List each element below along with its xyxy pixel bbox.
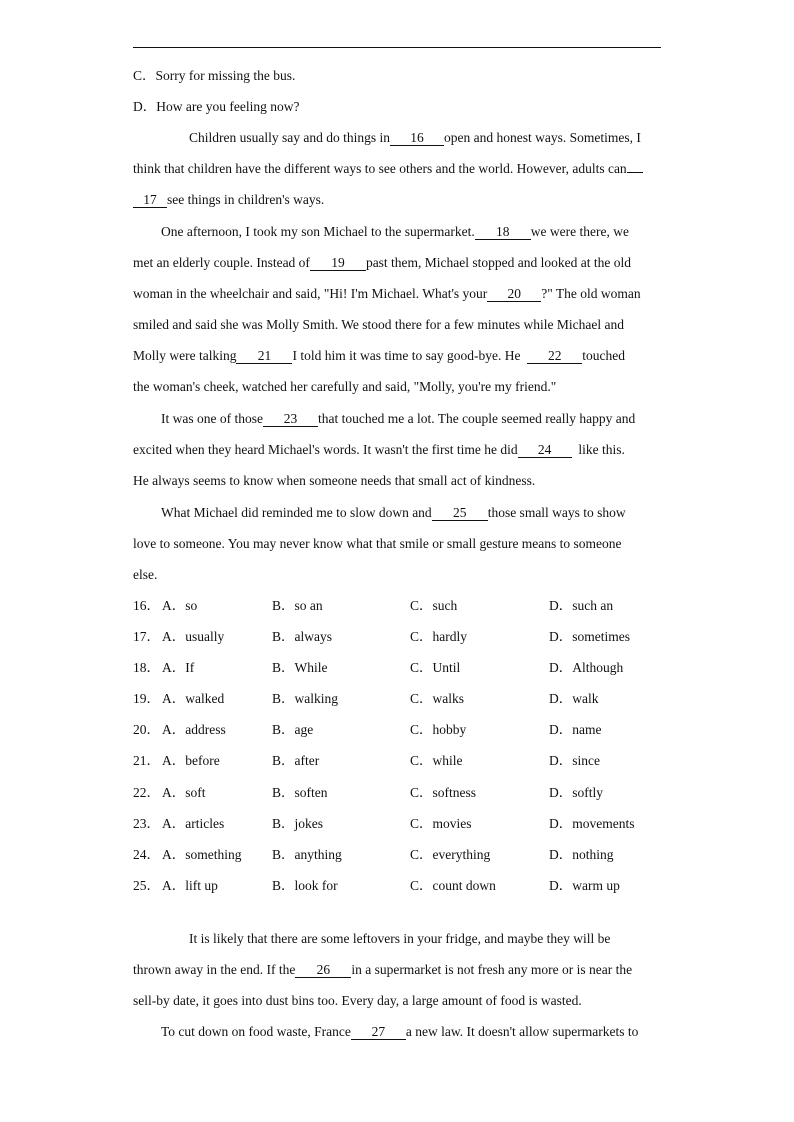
passage-line: Children usually say and do things in 16 open and honest ways. Sometimes, I	[189, 130, 641, 145]
option-d[interactable]: D．name	[549, 722, 602, 737]
passage-line: One afternoon, I took my son Michael to the supermarket. 18 we were there, we	[161, 224, 629, 239]
option-d[interactable]: D．softly	[549, 785, 603, 800]
passage-line: think that children have the different ways to see others and the world. However, adults can	[133, 161, 643, 177]
blank-17: 17	[133, 193, 167, 208]
option-c[interactable]: C．walks	[410, 691, 464, 706]
option-d[interactable]: D．such an	[549, 598, 614, 613]
blank-23: 23	[263, 412, 318, 427]
option-a[interactable]: A．something	[162, 847, 242, 862]
option-b[interactable]: B．soften	[272, 785, 328, 800]
option-d[interactable]: D．Although	[549, 660, 624, 675]
option-b[interactable]: B．so an	[272, 598, 323, 613]
option-c[interactable]: C．Until	[410, 660, 461, 675]
blank-27: 27	[351, 1025, 406, 1040]
passage-line: woman in the wheelchair and said, "Hi! I'm Michael. What's your 20 ?" The old woman	[133, 286, 641, 301]
option-b[interactable]: B．jokes	[272, 816, 324, 831]
passage-line: To cut down on food waste, France 27 a new law. It doesn't allow supermarkets to	[161, 1024, 639, 1039]
option-a[interactable]: A．soft	[162, 785, 206, 800]
option-d[interactable]: D．since	[549, 753, 600, 768]
option-b[interactable]: B．age	[272, 722, 314, 737]
option-a[interactable]: A．usually	[162, 629, 225, 644]
blank-19: 19	[310, 256, 366, 271]
passage-line: the woman's cheek, watched her carefully and said, "Molly, you're my friend."	[133, 379, 557, 394]
passage-line: else.	[133, 567, 158, 582]
option-a[interactable]: A．lift up	[162, 878, 218, 893]
passage-line: smiled and said she was Molly Smith. We stood there for a few minutes while Michael and	[133, 317, 624, 332]
option-d[interactable]: D．sometimes	[549, 629, 630, 644]
option-b[interactable]: B．look for	[272, 878, 338, 893]
option-d[interactable]: D．walk	[549, 691, 599, 706]
passage-line: It is likely that there are some leftovers in your fridge, and maybe they will be	[189, 931, 611, 946]
blank-20: 20	[487, 287, 541, 302]
option-b[interactable]: B．While	[272, 660, 328, 675]
option-d[interactable]: D．movements	[549, 816, 635, 831]
option-b[interactable]: B．always	[272, 629, 332, 644]
option-c[interactable]: C．movies	[410, 816, 472, 831]
passage-line: thrown away in the end. If the 26 in a supermarket is not fresh any more or is near the	[133, 962, 633, 977]
passage-line: It was one of those 23 that touched me a lot. The couple seemed really happy and	[161, 411, 636, 426]
passage-line: met an elderly couple. Instead of 19 past them, Michael stopped and looked at the old	[133, 255, 632, 270]
option-c[interactable]: C．count down	[410, 878, 496, 893]
blank-25: 25	[432, 506, 488, 521]
blank-26: 26	[295, 963, 351, 978]
passage-line: sell-by date, it goes into dust bins too. Every day, a large amount of food is wasted.	[133, 993, 582, 1008]
passage-line: love to someone. You may never know what that smile or small gesture means to someone	[133, 536, 622, 551]
option-b[interactable]: B．anything	[272, 847, 342, 862]
blank-24: 24	[518, 443, 572, 458]
option-c-prev: C．Sorry for missing the bus.	[133, 68, 296, 83]
blank-16: 16	[390, 131, 444, 146]
option-c[interactable]: C．hardly	[410, 629, 467, 644]
option-b[interactable]: B．walking	[272, 691, 338, 706]
option-c[interactable]: C．everything	[410, 847, 491, 862]
option-a[interactable]: A．address	[162, 722, 226, 737]
blank-18: 18	[475, 225, 531, 240]
blank-17-start	[627, 172, 643, 173]
option-a[interactable]: A．so	[162, 598, 198, 613]
option-d[interactable]: D．warm up	[549, 878, 620, 893]
option-c[interactable]: C．while	[410, 753, 463, 768]
option-a[interactable]: A．articles	[162, 816, 225, 831]
blank-21: 21	[236, 349, 292, 364]
blank-22: 22	[527, 349, 582, 364]
option-d-prev: D．How are you feeling now?	[133, 99, 300, 114]
passage-line: What Michael did reminded me to slow down and 25 those small ways to show	[161, 505, 626, 520]
option-d[interactable]: D．nothing	[549, 847, 614, 862]
header-rule	[133, 47, 661, 48]
option-a[interactable]: A．walked	[162, 691, 225, 706]
passage-line: excited when they heard Michael's words. It wasn't the first time he did 24 like this.	[133, 442, 625, 457]
passage-line: He always seems to know when someone needs that small act of kindness.	[133, 473, 536, 488]
passage-line: Molly were talking 21 I told him it was time to say good-bye. He 22 touched	[133, 348, 625, 363]
option-b[interactable]: B．after	[272, 753, 320, 768]
option-c[interactable]: C．softness	[410, 785, 477, 800]
option-c[interactable]: C．such	[410, 598, 458, 613]
passage-line: 17 see things in children's ways.	[133, 192, 324, 208]
option-a[interactable]: A．before	[162, 753, 220, 768]
option-a[interactable]: A．If	[162, 660, 195, 675]
option-c[interactable]: C．hobby	[410, 722, 467, 737]
